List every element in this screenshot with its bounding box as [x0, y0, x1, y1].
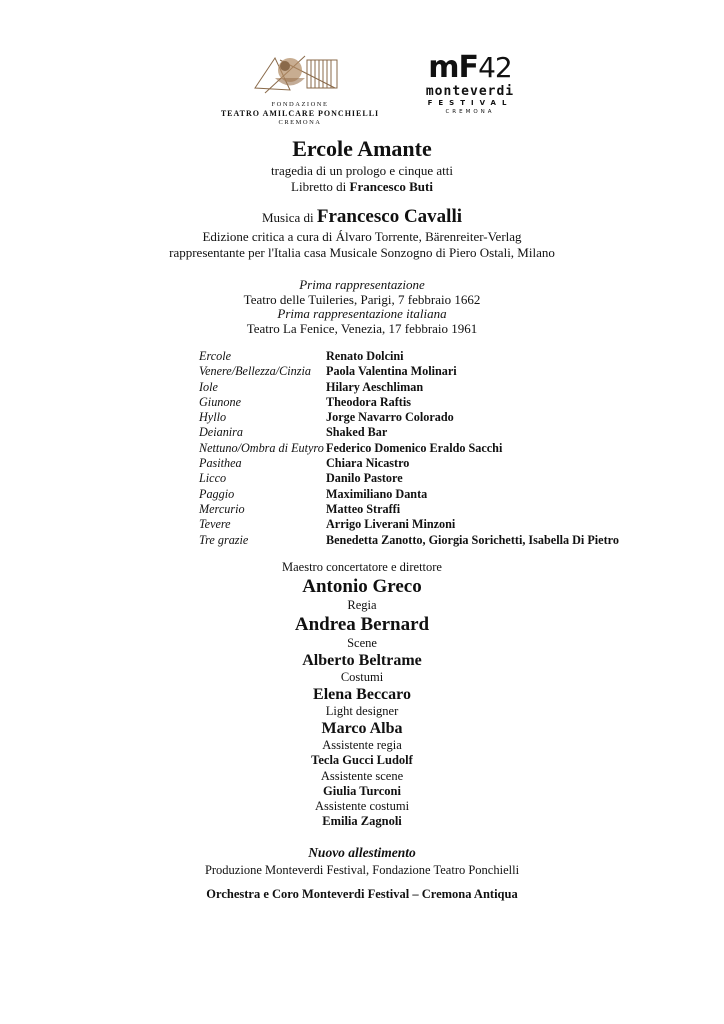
cast-role: Pasithea [199, 456, 242, 471]
cast-singer: Hilary Aeschliman [326, 379, 424, 394]
teatro-fondazione: FONDAZIONE [271, 101, 329, 108]
mf-name: monteverdi [425, 84, 515, 99]
cast-row [199, 517, 669, 532]
first-premiere: Teatro delle Tuileries, Parigi, 7 febbraio 1662 [243, 292, 481, 307]
ass-regia-label: Assistente regia [322, 738, 402, 752]
cast-role: Tre grazie [199, 532, 249, 547]
conductor-label: Maestro concertatore e direttore [282, 560, 442, 574]
cast-singer: Arrigo Liverani Minzoni [326, 517, 456, 532]
cast-role: Ercole [199, 349, 232, 363]
italian-premiere-label: Prima rappresentazione italiana [277, 306, 447, 321]
cast-row [199, 380, 669, 395]
libretto-author: Francesco Buti [349, 179, 433, 194]
cast-singer: Benedetta Zanotto, Giorgia Sorichetti, Isabella Di Pietro [326, 532, 619, 547]
cast-singer: Danilo Pastore [326, 471, 403, 486]
ass-costumi-name: Emilia Zagnoli [322, 814, 402, 828]
cast-role: Hyllo [199, 410, 227, 425]
ass-scene-name: Giulia Turconi [323, 783, 401, 798]
mf-letters: mF [428, 50, 479, 85]
conductor-name: Antonio Greco [302, 576, 422, 597]
light-label: Light designer [325, 704, 399, 718]
ass-scene-label: Assistente scene [320, 768, 404, 783]
orchestra-credit: Orchestra e Coro Monteverdi Festival – Cremona Antiqua [206, 887, 518, 901]
cast-singer: Matteo Straffi [326, 501, 401, 516]
musica-label: Musica di [262, 210, 314, 225]
cast-role: Nettuno/Ombra di Eutyro [199, 440, 324, 455]
libretto-label: Libretto di [291, 179, 347, 194]
cast-singer: Federico Domenico Eraldo Sacchi [326, 440, 503, 455]
scene-label: Scene [347, 636, 377, 650]
page-title: Ercole Amante [292, 136, 432, 161]
italian-premiere: Teatro La Fenice, Venezia, 17 febbraio 1961 [246, 321, 478, 336]
libretto-line [0, 179, 724, 195]
cast-singer: Chiara Nicastro [326, 456, 410, 471]
cast-singer: Shaked Bar [326, 425, 388, 440]
nuovo-allestimento: Nuovo allestimento [308, 845, 416, 860]
light-name: Marco Alba [321, 720, 403, 737]
cast-row [199, 441, 669, 456]
mf-mark [400, 52, 540, 84]
cast-singer: Theodora Raftis [326, 394, 411, 409]
cast-row [199, 502, 669, 517]
teatro-city: CREMONA [278, 119, 322, 126]
teatro-name: TEATRO AMILCARE PONCHIELLI [220, 109, 380, 118]
composer: Francesco Cavalli [316, 206, 462, 227]
regia-name: Andrea Bernard [294, 614, 430, 635]
credits [0, 560, 724, 830]
cast-singer: Maximiliano Danta [326, 486, 428, 501]
cast-role: Venere/Bellezza/Cinzia [199, 364, 311, 379]
edition-line-1: Edizione critica a cura di Álvaro Torrente, Bärenreiter-Verlag [202, 229, 522, 244]
cast-singer: Jorge Navarro Colorado [326, 410, 454, 425]
regia-label: Regia [347, 598, 377, 612]
monteverdi-festival-logo [400, 52, 540, 116]
cast-row [199, 410, 669, 425]
cast-row [199, 425, 669, 440]
cast-row [199, 364, 669, 379]
teatro-ponchielli-logo [210, 48, 390, 127]
cast-row [199, 456, 669, 471]
cast-row [199, 487, 669, 502]
cast-role: Mercurio [199, 501, 245, 516]
ass-costumi-label: Assistente costumi [314, 799, 410, 813]
ass-regia-name: Tecla Gucci Ludolf [311, 753, 413, 767]
cast-row [199, 471, 669, 486]
cast-role: Tevere [199, 517, 231, 532]
cast-row [199, 349, 669, 364]
cast-row [199, 533, 669, 548]
cast-row [199, 395, 669, 410]
cast-role: Deianira [199, 425, 244, 440]
scene-name: Alberto Beltrame [302, 652, 422, 669]
subtitle: tragedia di un prologo e cinque atti [271, 163, 453, 178]
cast-role: Giunone [199, 394, 241, 409]
production-credit: Produzione Monteverdi Festival, Fondazione Teatro Ponchielli [204, 863, 520, 877]
cast-role: Iole [199, 379, 218, 394]
costumi-label: Costumi [340, 670, 384, 684]
header-logos [0, 40, 724, 140]
cast-singer: Renato Dolcini [326, 349, 404, 363]
teatro-emblem-icon [245, 48, 355, 100]
cast-role: Paggio [199, 486, 235, 501]
edition-line-2: rappresentante per l'Italia casa Musicale Sonzogno di Piero Ostali, Milano [169, 245, 555, 260]
mf-city: CREMONA [445, 109, 495, 115]
first-premiere-label: Prima rappresentazione [299, 277, 425, 292]
mf-number: 42 [478, 51, 512, 84]
cast-singer: Paola Valentina Molinari [326, 364, 457, 379]
cast-list [199, 349, 669, 548]
musica-line [0, 206, 724, 228]
mf-festival: FESTIVAL [427, 99, 513, 107]
cast-role: Licco [199, 471, 227, 486]
costumi-name: Elena Beccaro [313, 686, 411, 703]
